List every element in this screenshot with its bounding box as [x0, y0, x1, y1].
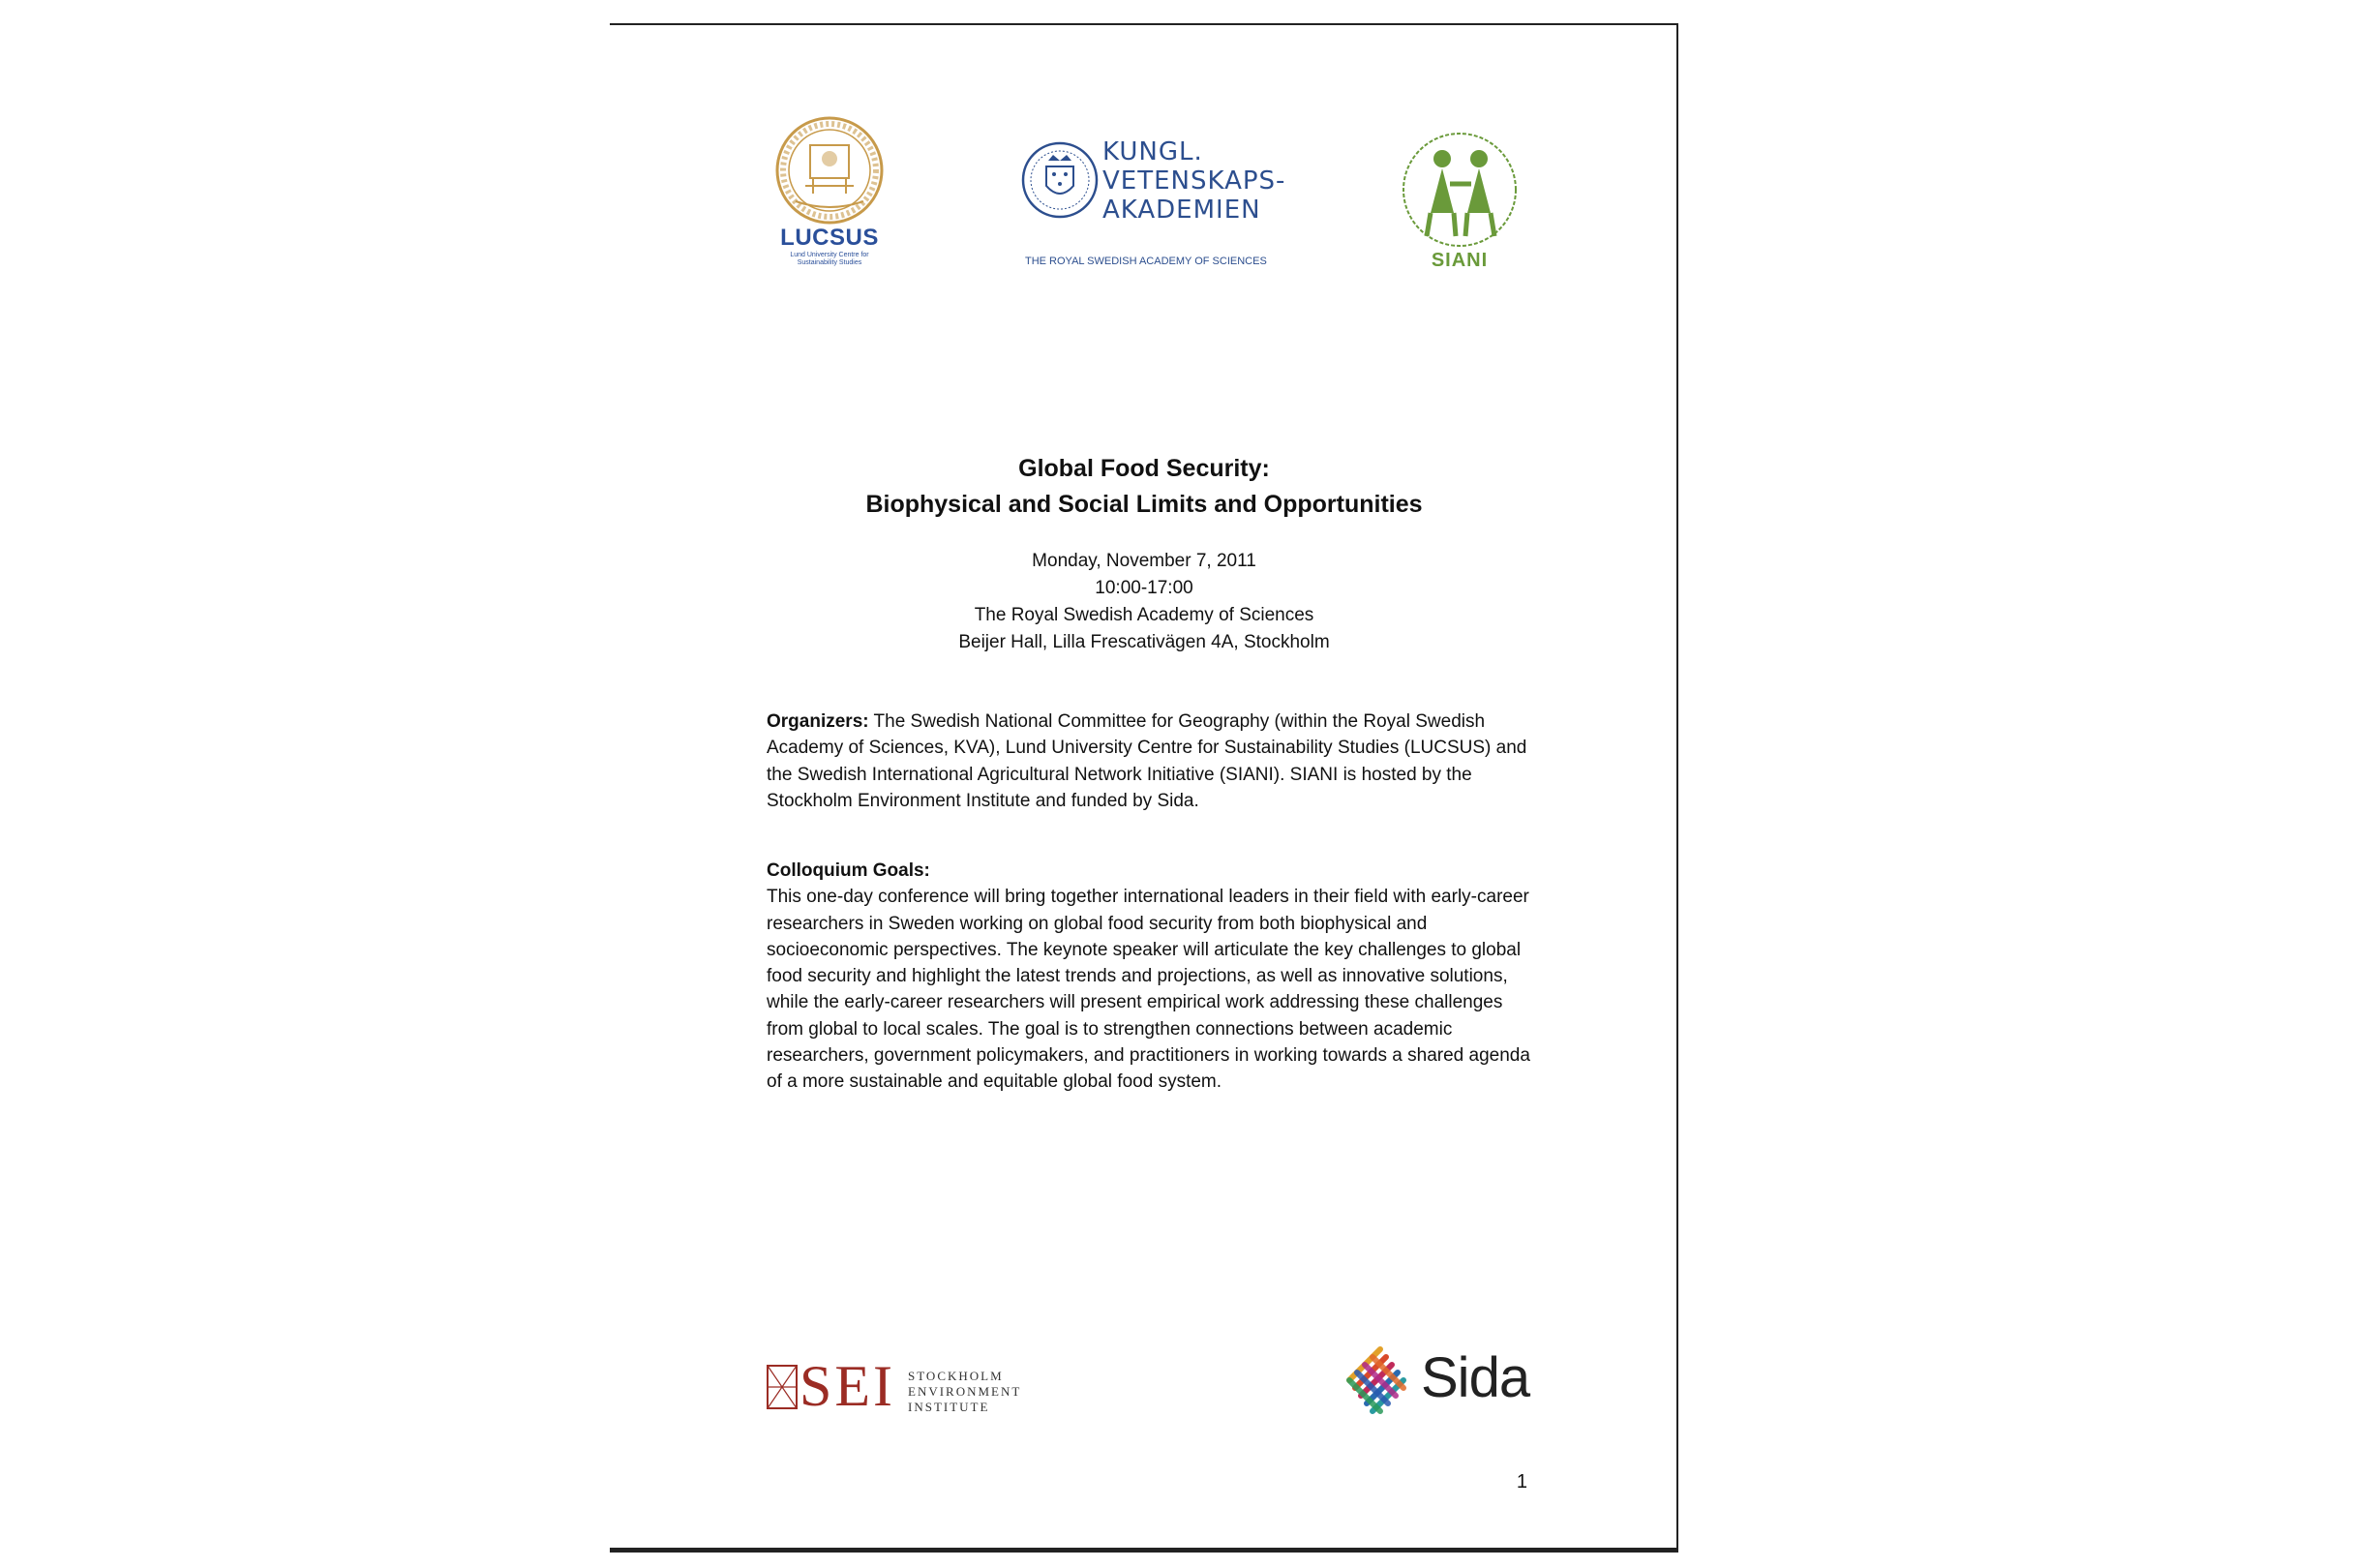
title-line-2: Biophysical and Social Limits and Opportunities [865, 491, 1423, 518]
siani-name: SIANI [1431, 250, 1489, 271]
event-info [610, 548, 1678, 656]
kva-subtitle: THE ROYAL SWEDISH ACADEMY OF SCIENCES [1025, 256, 1267, 267]
lucsus-name: LUCSUS [780, 225, 879, 251]
sida-weave-icon [1342, 1342, 1419, 1415]
sida-logo [1342, 1342, 1535, 1419]
organizers-paragraph [767, 709, 1531, 814]
sida-wordmark: Sida [1421, 1346, 1530, 1409]
siani-logo [1392, 130, 1527, 275]
page-number: 1 [1516, 1471, 1527, 1493]
document-page [610, 23, 1678, 1553]
goals-section [767, 858, 1531, 1096]
kva-wordmark: KUNGL. VETENSKAPS- AKADEMIEN [1102, 137, 1286, 225]
sei-mark-icon [767, 1365, 798, 1409]
goals-text: This one-day conference will bring together international leaders in their field with early-career researchers in Sweden working on global food security from both biophysical and socioeconomic perspectives. The keynote speaker will articulate the key challenges to global food security and highlight the latest trends and projections, as well as innovative solutions, while the early-career researchers will present empirical work addressing these challenges from global to local scales. The goal is to strengthen connections between academic researchers, government policymakers, and practitioners in working towards a shared agenda of a more sustainable and equitable global food system. [767, 887, 1530, 1093]
organizers-text: The Swedish National Committee for Geography (within the Royal Swedish Academy of Sciences, KVA), Lund University Centre for Sustainability Studies (LUCSUS) and the Swedish International Agricultural Network Initiative (SIANI). SIANI is hosted by the Stockholm Environment Institute and funded by Sida. [767, 711, 1527, 811]
lucsus-subtitle: Lund University Centre for Sustainability Studies [790, 252, 869, 266]
event-venue: The Royal Swedish Academy of Sciences [974, 605, 1314, 625]
kva-seal-icon [1021, 137, 1099, 234]
title-line-1: Global Food Security: [1018, 455, 1270, 482]
event-date: Monday, November 7, 2011 [1032, 551, 1256, 571]
siani-figures-icon [1392, 130, 1527, 250]
event-time: 10:00-17:00 [1095, 578, 1193, 598]
sei-words: STOCKHOLM ENVIRONMENT INSTITUTE [908, 1369, 1022, 1414]
goals-label: Colloquium Goals: [767, 860, 930, 881]
lucsus-logo [767, 116, 892, 271]
organizers-label: Organizers: [767, 711, 869, 732]
lund-seal-icon [767, 116, 892, 225]
event-address: Beijer Hall, Lilla Frescativägen 4A, Stockholm [958, 632, 1330, 652]
sei-logo [767, 1354, 1047, 1419]
kva-logo [1021, 137, 1286, 273]
sei-letters: SEI [799, 1354, 895, 1418]
